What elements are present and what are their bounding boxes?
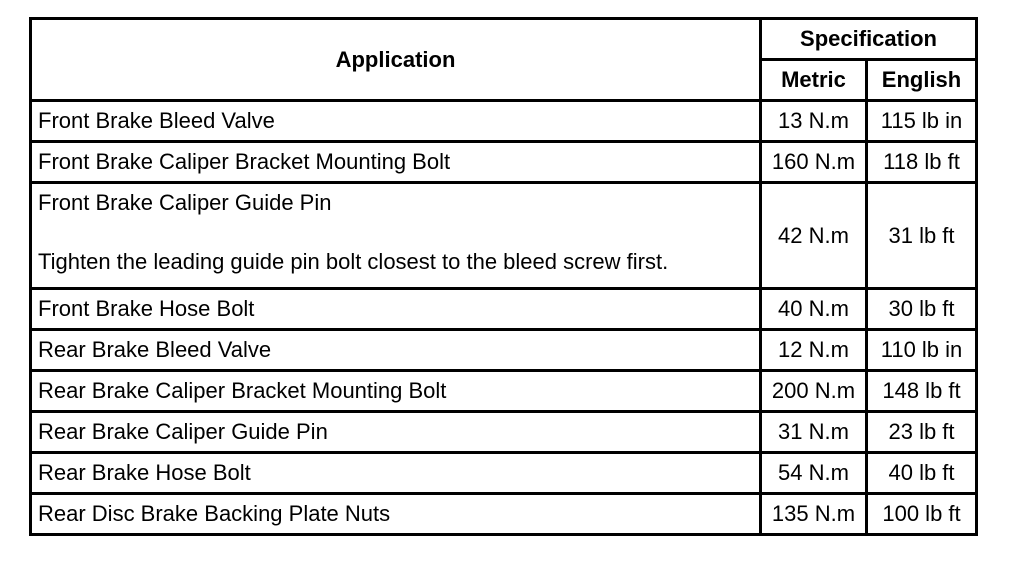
metric-cell: 12 N.m (761, 330, 867, 371)
table-row (31, 101, 977, 142)
application-note: Tighten the leading guide pin bolt closest to the bleed screw first. (38, 249, 669, 274)
metric-cell: 135 N.m (761, 494, 867, 535)
header-specification: Specification (761, 19, 977, 60)
application-cell (31, 183, 761, 289)
header-application: Application (31, 19, 761, 101)
application-cell: Front Brake Bleed Valve (31, 101, 761, 142)
table-row (31, 330, 977, 371)
torque-spec-table (29, 17, 978, 536)
english-cell: 110 lb in (867, 330, 977, 371)
metric-cell: 40 N.m (761, 289, 867, 330)
application-cell: Rear Brake Bleed Valve (31, 330, 761, 371)
english-cell: 100 lb ft (867, 494, 977, 535)
english-cell: 115 lb in (867, 101, 977, 142)
application-label: Front Brake Caliper Guide Pin (38, 190, 332, 215)
table-row (31, 183, 977, 289)
english-cell: 30 lb ft (867, 289, 977, 330)
application-cell: Rear Brake Caliper Bracket Mounting Bolt (31, 371, 761, 412)
table-row (31, 289, 977, 330)
metric-cell: 54 N.m (761, 453, 867, 494)
english-cell: 23 lb ft (867, 412, 977, 453)
english-cell: 148 lb ft (867, 371, 977, 412)
application-cell: Rear Brake Caliper Guide Pin (31, 412, 761, 453)
application-cell: Front Brake Caliper Bracket Mounting Bolt (31, 142, 761, 183)
english-cell: 31 lb ft (867, 183, 977, 289)
header-english: English (867, 60, 977, 101)
metric-cell: 13 N.m (761, 101, 867, 142)
application-cell: Rear Disc Brake Backing Plate Nuts (31, 494, 761, 535)
application-cell: Front Brake Hose Bolt (31, 289, 761, 330)
metric-cell: 31 N.m (761, 412, 867, 453)
metric-cell: 160 N.m (761, 142, 867, 183)
header-metric: Metric (761, 60, 867, 101)
english-cell: 118 lb ft (867, 142, 977, 183)
metric-cell: 42 N.m (761, 183, 867, 289)
table-row (31, 371, 977, 412)
table-row (31, 412, 977, 453)
table-row (31, 142, 977, 183)
metric-cell: 200 N.m (761, 371, 867, 412)
english-cell: 40 lb ft (867, 453, 977, 494)
table-row (31, 453, 977, 494)
table-row (31, 494, 977, 535)
application-cell: Rear Brake Hose Bolt (31, 453, 761, 494)
